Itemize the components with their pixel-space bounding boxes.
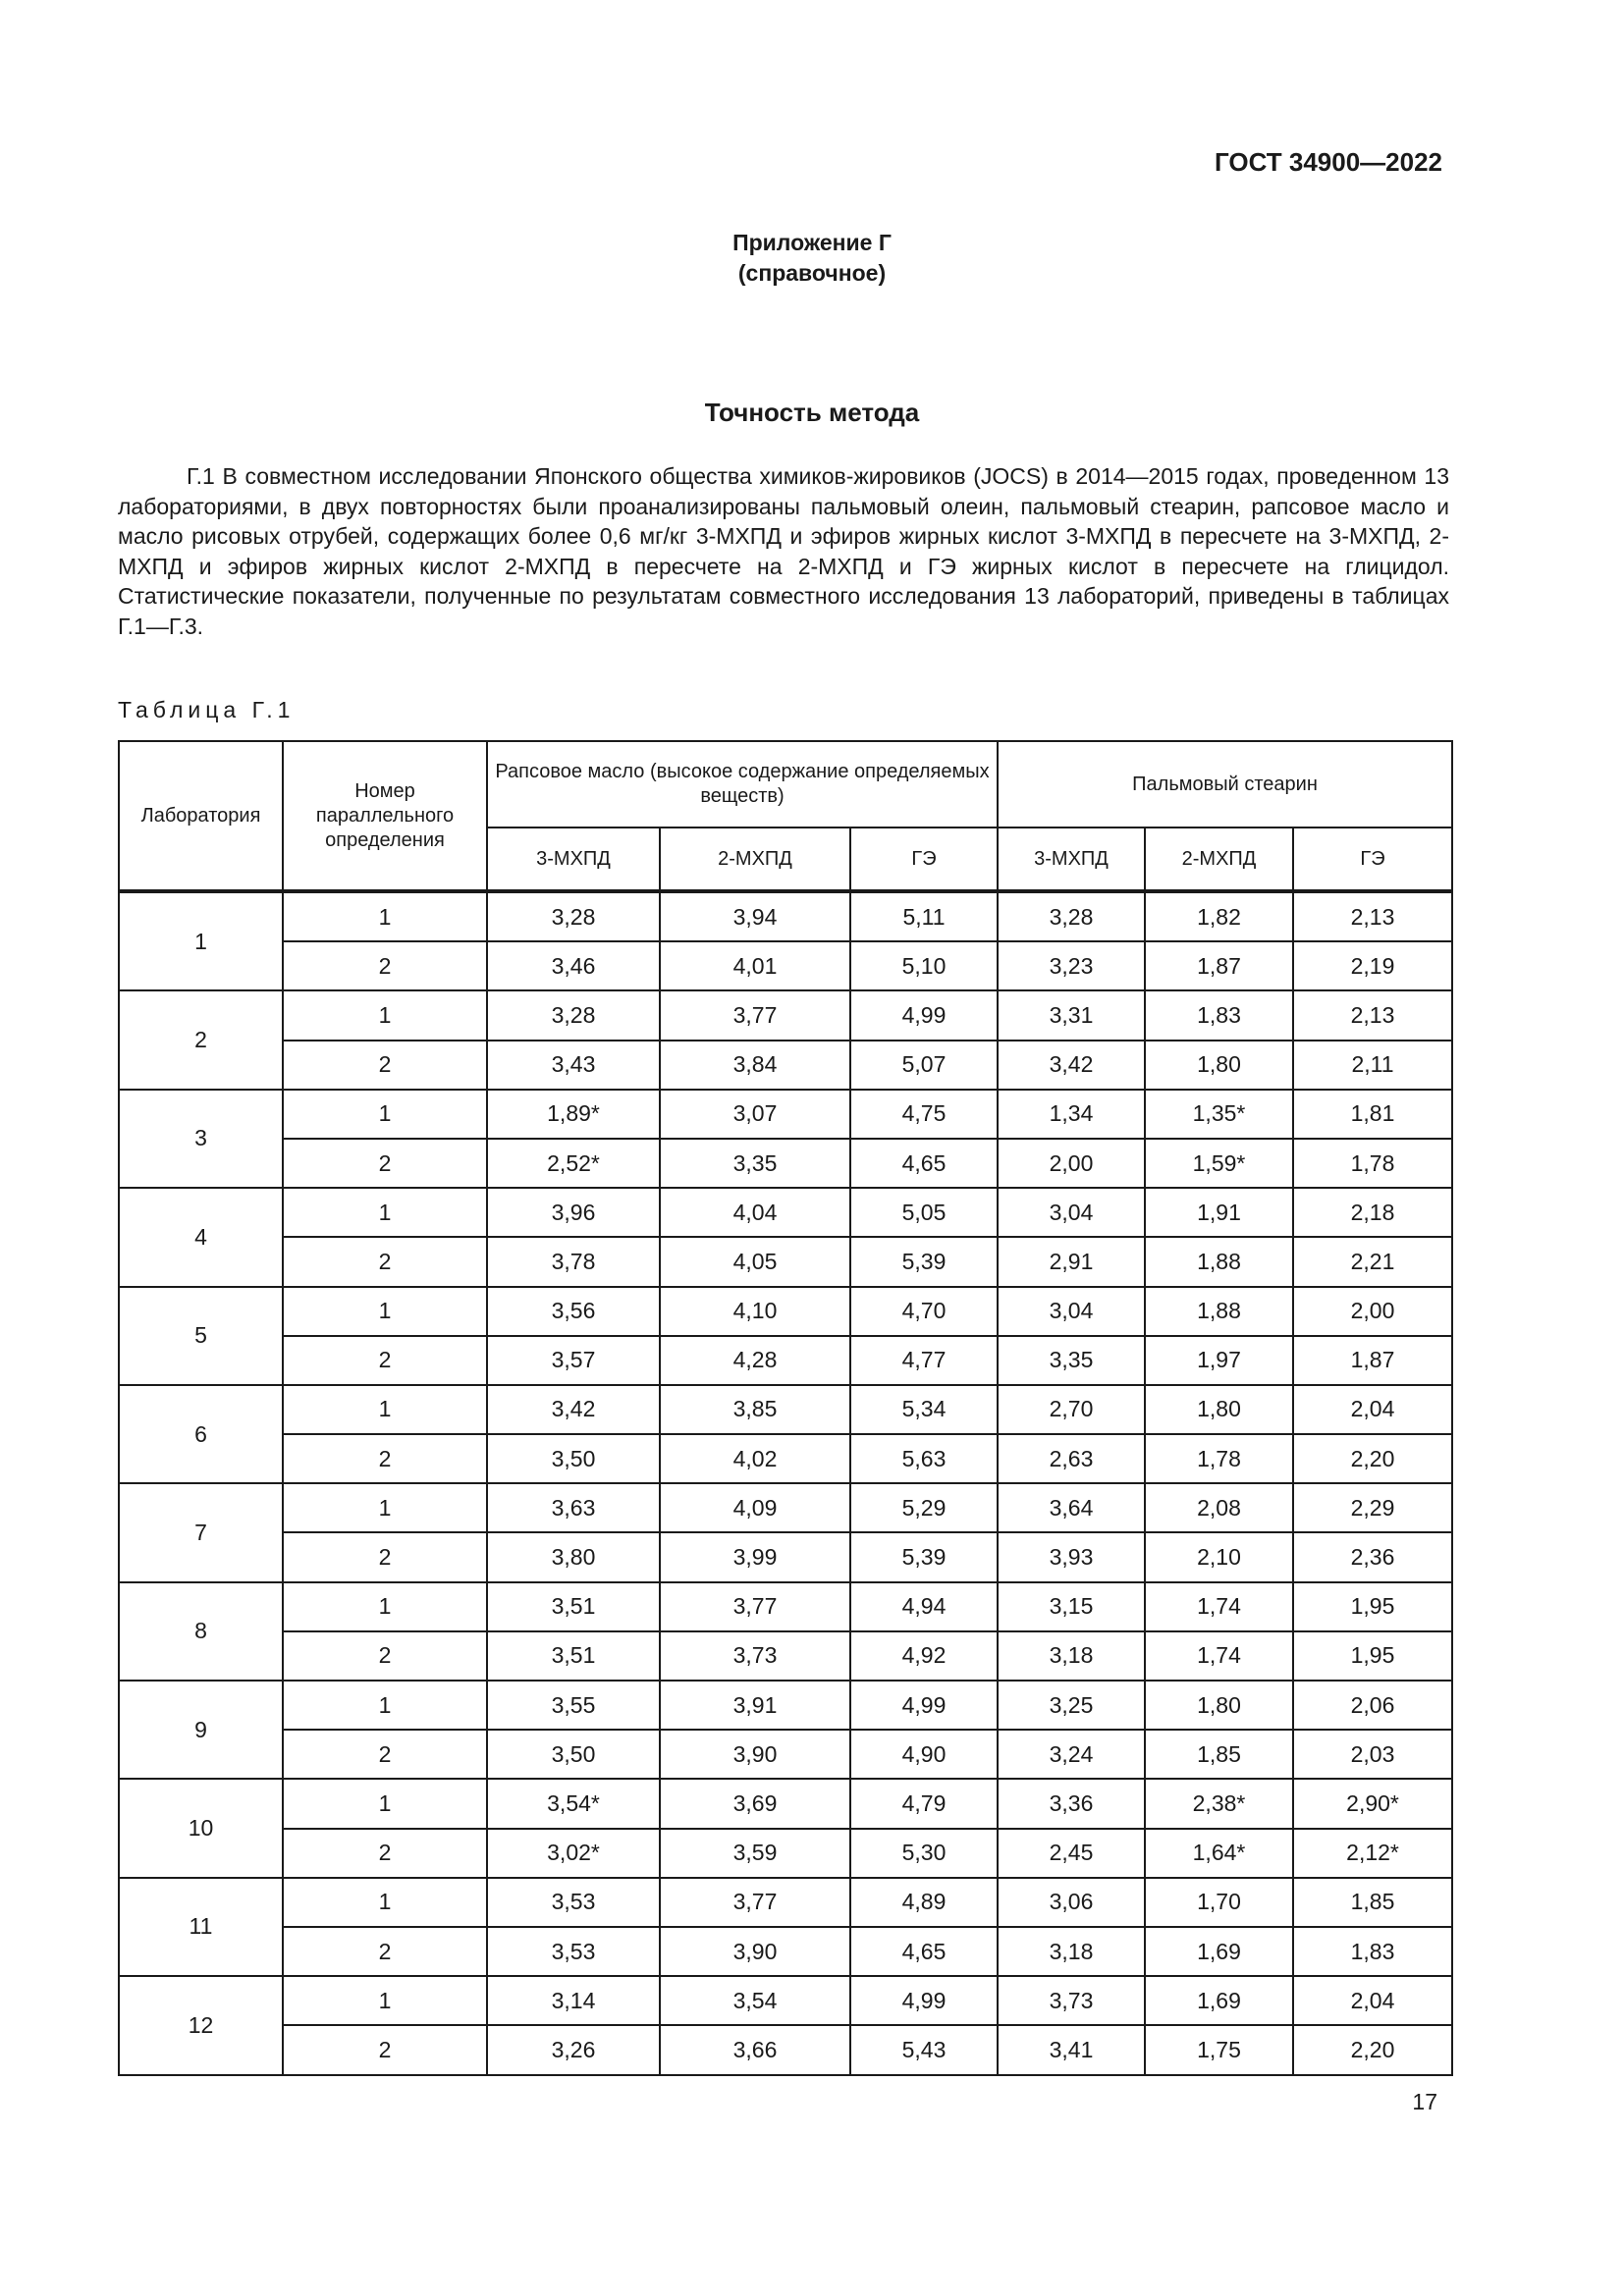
value-cell: 2,08 [1145,1483,1293,1532]
value-cell: 3,15 [998,1582,1145,1631]
value-cell: 1,74 [1145,1631,1293,1681]
value-cell: 3,31 [998,990,1145,1040]
value-cell: 1,87 [1145,941,1293,990]
value-cell: 3,42 [998,1041,1145,1090]
value-cell: 5,29 [850,1483,998,1532]
table-row [119,1582,1452,1631]
value-cell: 2,45 [998,1829,1145,1878]
table-row [119,1976,1452,2025]
replicate-cell: 2 [283,1139,487,1188]
value-cell: 1,89* [487,1090,660,1139]
value-cell: 2,04 [1293,1976,1452,2025]
replicate-cell: 2 [283,1631,487,1681]
header-sub: ГЭ [850,828,998,891]
value-cell: 2,13 [1293,990,1452,1040]
value-cell: 5,05 [850,1188,998,1237]
value-cell: 1,64* [1145,1829,1293,1878]
value-cell: 2,04 [1293,1385,1452,1434]
value-cell: 3,84 [660,1041,850,1090]
value-cell: 3,54 [660,1976,850,2025]
value-cell: 5,30 [850,1829,998,1878]
table-row [119,1090,1452,1139]
value-cell: 3,14 [487,1976,660,2025]
value-cell: 3,93 [998,1532,1145,1581]
value-cell: 3,78 [487,1237,660,1286]
value-cell: 1,81 [1293,1090,1452,1139]
value-cell: 3,53 [487,1927,660,1976]
table-row [119,1434,1452,1483]
value-cell: 2,19 [1293,941,1452,990]
replicate-cell: 2 [283,2025,487,2074]
value-cell: 2,90* [1293,1779,1452,1828]
replicate-cell: 1 [283,990,487,1040]
replicate-cell: 1 [283,1976,487,2025]
value-cell: 4,92 [850,1631,998,1681]
replicate-cell: 1 [283,1681,487,1730]
value-cell: 4,79 [850,1779,998,1828]
value-cell: 1,70 [1145,1878,1293,1927]
value-cell: 3,57 [487,1336,660,1385]
value-cell: 3,18 [998,1927,1145,1976]
value-cell: 3,55 [487,1681,660,1730]
value-cell: 1,85 [1145,1730,1293,1779]
value-cell: 3,26 [487,2025,660,2074]
value-cell: 4,70 [850,1287,998,1336]
value-cell: 3,35 [660,1139,850,1188]
value-cell: 5,43 [850,2025,998,2074]
value-cell: 3,94 [660,891,850,941]
value-cell: 3,73 [660,1631,850,1681]
lab-number-cell: 9 [119,1681,283,1779]
value-cell: 1,88 [1145,1237,1293,1286]
value-cell: 3,23 [998,941,1145,990]
value-cell: 5,39 [850,1532,998,1581]
value-cell: 3,36 [998,1779,1145,1828]
value-cell: 1,85 [1293,1878,1452,1927]
replicate-cell: 2 [283,1829,487,1878]
value-cell: 3,85 [660,1385,850,1434]
value-cell: 3,50 [487,1730,660,1779]
value-cell: 3,43 [487,1041,660,1090]
lab-number-cell: 1 [119,891,283,990]
value-cell: 3,77 [660,1582,850,1631]
value-cell: 4,09 [660,1483,850,1532]
value-cell: 5,07 [850,1041,998,1090]
value-cell: 1,83 [1145,990,1293,1040]
replicate-cell: 1 [283,1287,487,1336]
value-cell: 4,77 [850,1336,998,1385]
replicate-cell: 1 [283,1483,487,1532]
replicate-cell: 1 [283,891,487,941]
value-cell: 4,75 [850,1090,998,1139]
value-cell: 3,91 [660,1681,850,1730]
results-table [118,740,1453,2076]
table-row [119,1287,1452,1336]
value-cell: 5,11 [850,891,998,941]
lab-number-cell: 6 [119,1385,283,1483]
value-cell: 1,88 [1145,1287,1293,1336]
lab-number-cell: 5 [119,1287,283,1385]
header-sub: 3-МХПД [998,828,1145,891]
value-cell: 3,77 [660,990,850,1040]
replicate-cell: 1 [283,1385,487,1434]
value-cell: 3,99 [660,1532,850,1581]
table-row [119,2025,1452,2074]
table-row [119,1532,1452,1581]
value-cell: 1,80 [1145,1041,1293,1090]
value-cell: 3,66 [660,2025,850,2074]
value-cell: 2,52* [487,1139,660,1188]
value-cell: 3,46 [487,941,660,990]
value-cell: 3,51 [487,1582,660,1631]
table-row [119,990,1452,1040]
replicate-cell: 2 [283,1041,487,1090]
value-cell: 2,18 [1293,1188,1452,1237]
value-cell: 1,35* [1145,1090,1293,1139]
replicate-cell: 1 [283,1878,487,1927]
replicate-cell: 2 [283,1730,487,1779]
lab-number-cell: 3 [119,1090,283,1188]
header-lab: Лаборатория [119,741,283,891]
table-row [119,1681,1452,1730]
value-cell: 1,34 [998,1090,1145,1139]
value-cell: 2,12* [1293,1829,1452,1878]
header-replicate: Номер параллельного определения [283,741,487,891]
value-cell: 2,20 [1293,2025,1452,2074]
value-cell: 4,99 [850,1976,998,2025]
table-row [119,1829,1452,1878]
value-cell: 3,77 [660,1878,850,1927]
value-cell: 3,41 [998,2025,1145,2074]
value-cell: 4,90 [850,1730,998,1779]
value-cell: 1,69 [1145,1927,1293,1976]
value-cell: 1,87 [1293,1336,1452,1385]
value-cell: 3,64 [998,1483,1145,1532]
value-cell: 3,69 [660,1779,850,1828]
value-cell: 2,36 [1293,1532,1452,1581]
value-cell: 2,38* [1145,1779,1293,1828]
value-cell: 2,20 [1293,1434,1452,1483]
value-cell: 2,11 [1293,1041,1452,1090]
table-row [119,1878,1452,1927]
replicate-cell: 1 [283,1582,487,1631]
appendix-heading [0,228,1624,289]
value-cell: 3,59 [660,1829,850,1878]
replicate-cell: 1 [283,1779,487,1828]
table-row [119,1188,1452,1237]
document-code: ГОСТ 34900—2022 [1215,147,1442,177]
value-cell: 3,35 [998,1336,1145,1385]
value-cell: 1,75 [1145,2025,1293,2074]
value-cell: 4,01 [660,941,850,990]
value-cell: 1,78 [1293,1139,1452,1188]
value-cell: 1,59* [1145,1139,1293,1188]
value-cell: 1,80 [1145,1681,1293,1730]
value-cell: 3,06 [998,1878,1145,1927]
value-cell: 4,65 [850,1139,998,1188]
body-paragraph: Г.1 В совместном исследовании Японского общества химиков-жировиков (JOCS) в 2014—2015 годах, проведенном 13 лабораториями, в двух повторностях были проанализированы пальмовый олеин, пальмовый стеарин, рапсовое масло и масло рисовых отрубей, содержащих более 0,6 мг/кг 3-МХПД и эфиров жирных кислот 3-МХПД в пересчете на 3-МХПД, 2-МХПД и эфиров жирных кислот 2-МХПД в пересчете на 2-МХПД и ГЭ жирных кислот в пересчете на глицидол. Статистические показатели, полученные по результатам совместного исследования 13 лабораторий, приведены в таблицах Г.1—Г.3. [118,463,1449,639]
value-cell: 3,02* [487,1829,660,1878]
value-cell: 3,51 [487,1631,660,1681]
value-cell: 1,80 [1145,1385,1293,1434]
lab-number-cell: 10 [119,1779,283,1877]
value-cell: 4,04 [660,1188,850,1237]
replicate-cell: 2 [283,1532,487,1581]
value-cell: 5,34 [850,1385,998,1434]
lab-number-cell: 8 [119,1582,283,1681]
value-cell: 3,90 [660,1927,850,1976]
lab-number-cell: 7 [119,1483,283,1581]
lab-number-cell: 12 [119,1976,283,2074]
header-sub: ГЭ [1293,828,1452,891]
header-group-rapeseed: Рапсовое масло (высокое содержание определяемых веществ) [487,741,998,828]
value-cell: 1,95 [1293,1631,1452,1681]
table-row [119,941,1452,990]
replicate-cell: 2 [283,1927,487,1976]
value-cell: 4,94 [850,1582,998,1631]
value-cell: 4,28 [660,1336,850,1385]
replicate-cell: 1 [283,1188,487,1237]
table-row [119,1631,1452,1681]
value-cell: 2,29 [1293,1483,1452,1532]
value-cell: 3,80 [487,1532,660,1581]
value-cell: 2,00 [1293,1287,1452,1336]
value-cell: 3,07 [660,1090,850,1139]
value-cell: 3,63 [487,1483,660,1532]
value-cell: 3,42 [487,1385,660,1434]
value-cell: 3,73 [998,1976,1145,2025]
lab-number-cell: 11 [119,1878,283,1976]
header-sub: 2-МХПД [1145,828,1293,891]
appendix-subtitle: (справочное) [737,260,887,286]
replicate-cell: 2 [283,1237,487,1286]
value-cell: 5,63 [850,1434,998,1483]
value-cell: 4,10 [660,1287,850,1336]
table-row [119,1385,1452,1434]
table-body [119,891,1452,2075]
value-cell: 1,91 [1145,1188,1293,1237]
value-cell: 3,28 [998,891,1145,941]
value-cell: 4,89 [850,1878,998,1927]
value-cell: 3,18 [998,1631,1145,1681]
appendix-title: Приложение Г [732,230,892,255]
value-cell: 1,97 [1145,1336,1293,1385]
value-cell: 1,83 [1293,1927,1452,1976]
lab-number-cell: 4 [119,1188,283,1286]
value-cell: 3,28 [487,891,660,941]
value-cell: 4,05 [660,1237,850,1286]
value-cell: 2,00 [998,1139,1145,1188]
value-cell: 2,63 [998,1434,1145,1483]
value-cell: 3,24 [998,1730,1145,1779]
value-cell: 1,69 [1145,1976,1293,2025]
value-cell: 1,78 [1145,1434,1293,1483]
value-cell: 2,03 [1293,1730,1452,1779]
header-sub: 2-МХПД [660,828,850,891]
table-row [119,1041,1452,1090]
value-cell: 5,39 [850,1237,998,1286]
value-cell: 3,04 [998,1287,1145,1336]
value-cell: 2,70 [998,1385,1145,1434]
table-label: Таблица Г.1 [118,697,296,722]
table-row [119,1336,1452,1385]
table-row [119,1730,1452,1779]
value-cell: 4,99 [850,1681,998,1730]
replicate-cell: 1 [283,1090,487,1139]
replicate-cell: 2 [283,1336,487,1385]
header-sub: 3-МХПД [487,828,660,891]
replicate-cell: 2 [283,941,487,990]
value-cell: 1,95 [1293,1582,1452,1631]
section-title: Точность метода [704,398,920,427]
value-cell: 2,21 [1293,1237,1452,1286]
value-cell: 3,50 [487,1434,660,1483]
value-cell: 1,74 [1145,1582,1293,1631]
table-row [119,1483,1452,1532]
value-cell: 3,53 [487,1878,660,1927]
value-cell: 3,54* [487,1779,660,1828]
value-cell: 4,99 [850,990,998,1040]
value-cell: 5,10 [850,941,998,990]
value-cell: 3,96 [487,1188,660,1237]
lab-number-cell: 2 [119,990,283,1089]
value-cell: 2,91 [998,1237,1145,1286]
table-row [119,891,1452,941]
page-number: 17 [1412,2089,1437,2114]
replicate-cell: 2 [283,1434,487,1483]
table-row [119,1779,1452,1828]
table-row [119,1237,1452,1286]
value-cell: 2,10 [1145,1532,1293,1581]
value-cell: 3,90 [660,1730,850,1779]
table-row [119,1139,1452,1188]
header-group-palm-stearin: Пальмовый стеарин [998,741,1452,828]
value-cell: 3,04 [998,1188,1145,1237]
value-cell: 3,56 [487,1287,660,1336]
value-cell: 1,82 [1145,891,1293,941]
value-cell: 2,06 [1293,1681,1452,1730]
value-cell: 4,02 [660,1434,850,1483]
table-row [119,1927,1452,1976]
value-cell: 3,28 [487,990,660,1040]
value-cell: 2,13 [1293,891,1452,941]
value-cell: 4,65 [850,1927,998,1976]
value-cell: 3,25 [998,1681,1145,1730]
